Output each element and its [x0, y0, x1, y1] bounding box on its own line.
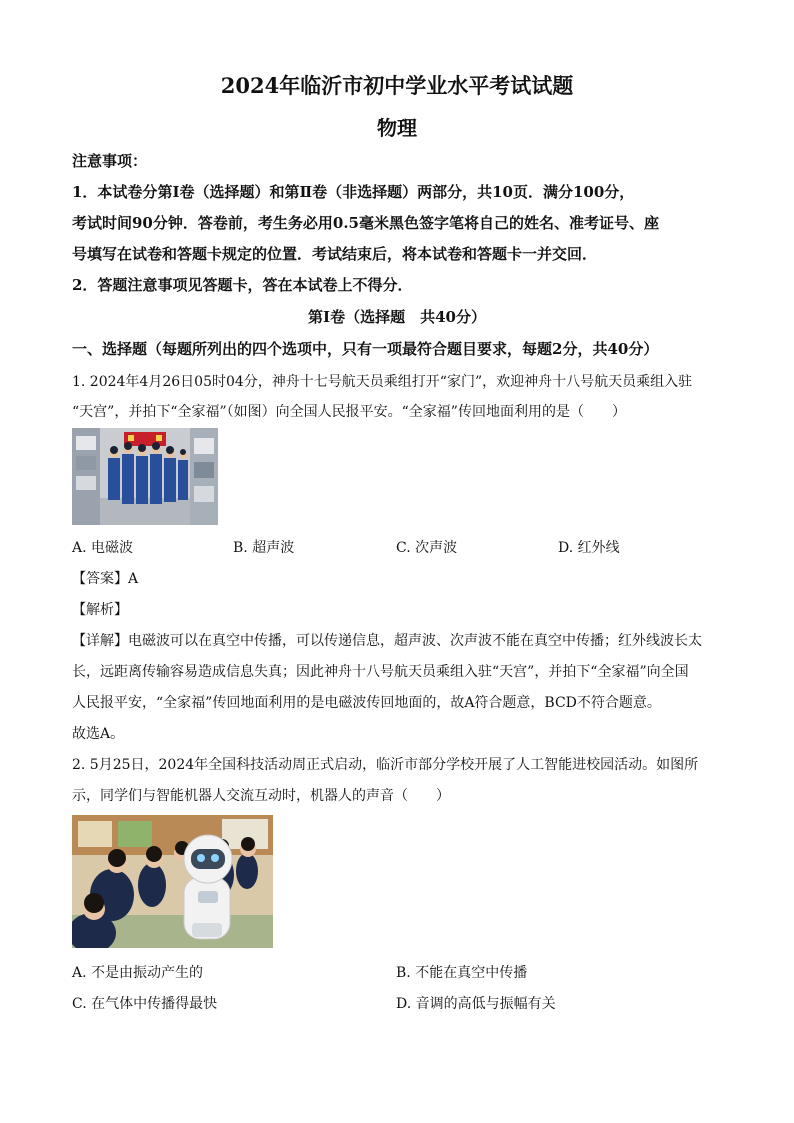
q2-option-d[interactable]: D. 音调的高低与振幅有关 [396, 996, 556, 1012]
notes-item1-line1: 1．本试卷分第Ⅰ卷（选择题）和第Ⅱ卷（非选择题）两部分，共10页．满分100分， [72, 183, 635, 201]
q2-option-a[interactable]: A. 不是由振动产生的 [72, 965, 204, 981]
q1-option-d[interactable]: D. 红外线 [558, 540, 620, 556]
section-title: 第Ⅰ卷（选择题 共40分） [308, 308, 486, 326]
q1-detail-line1: 【详解】电磁波可以在真空中传播，可以传递信息，超声波、次声波不能在真空中传播；红外线波长太 [72, 633, 702, 649]
q1-option-a[interactable]: A. 电磁波 [72, 540, 134, 556]
q1-stem-line1: 1. 2024年4月26日05时04分，神舟十七号航天员乘组打开“家门”，欢迎神舟十八号航天员乘组入驻 [72, 374, 693, 390]
page-title: 2024年临沂市初中学业水平考试试题 [220, 73, 574, 98]
q2-stem-line1: 2. 5月25日，2024年全国科技活动周正式启动，临沂市部分学校开展了人工智能进校园活动。如图所 [72, 757, 699, 773]
q2-stem-line2: 示，同学们与智能机器人交流互动时，机器人的声音（ ） [72, 788, 450, 804]
q2-photo-robot-classroom [72, 815, 273, 948]
q2-option-b[interactable]: B. 不能在真空中传播 [396, 965, 528, 981]
q1-detail-line3: 人民报平安，“全家福”传回地面利用的是电磁波传回地面的，故A符合题意，BCD不符合题意。 [72, 695, 661, 711]
q2-option-c[interactable]: C. 在气体中传播得最快 [72, 996, 218, 1012]
subject-title: 物理 [377, 116, 417, 140]
notes-item2: 2．答题注意事项见答题卡，答在本试卷上不得分． [72, 276, 413, 294]
q1-detail-line2: 长，远距离传输容易造成信息失真；因此神舟十八号航天员乘组入驻“天宫”，并拍下“全家福”向全国 [72, 664, 689, 680]
q1-stem-line2: “天宫”，并拍下“全家福”（如图）向全国人民报平安。“全家福”传回地面利用的是（ ） [72, 404, 626, 420]
notes-heading: 注意事项： [72, 152, 148, 170]
notes-item1-line3: 号填写在试卷和答题卡规定的位置．考试结束后，将本试卷和答题卡一并交回． [72, 245, 598, 263]
part-heading: 一、选择题（每题所列出的四个选项中，只有一项最符合题目要求，每题2分，共40分） [72, 340, 659, 358]
q1-photo-space-station [72, 428, 218, 525]
q1-answer: 【答案】A [72, 571, 139, 587]
q1-option-b[interactable]: B. 超声波 [233, 540, 295, 556]
q1-analysis-heading: 【解析】 [72, 602, 128, 618]
notes-item1-line2: 考试时间90分钟．答卷前，考生务必用0.5毫米黑色签字笔将自己的姓名、准考证号、座 [72, 214, 659, 232]
q1-conclusion: 故选A。 [72, 726, 125, 742]
q1-option-c[interactable]: C. 次声波 [396, 540, 458, 556]
